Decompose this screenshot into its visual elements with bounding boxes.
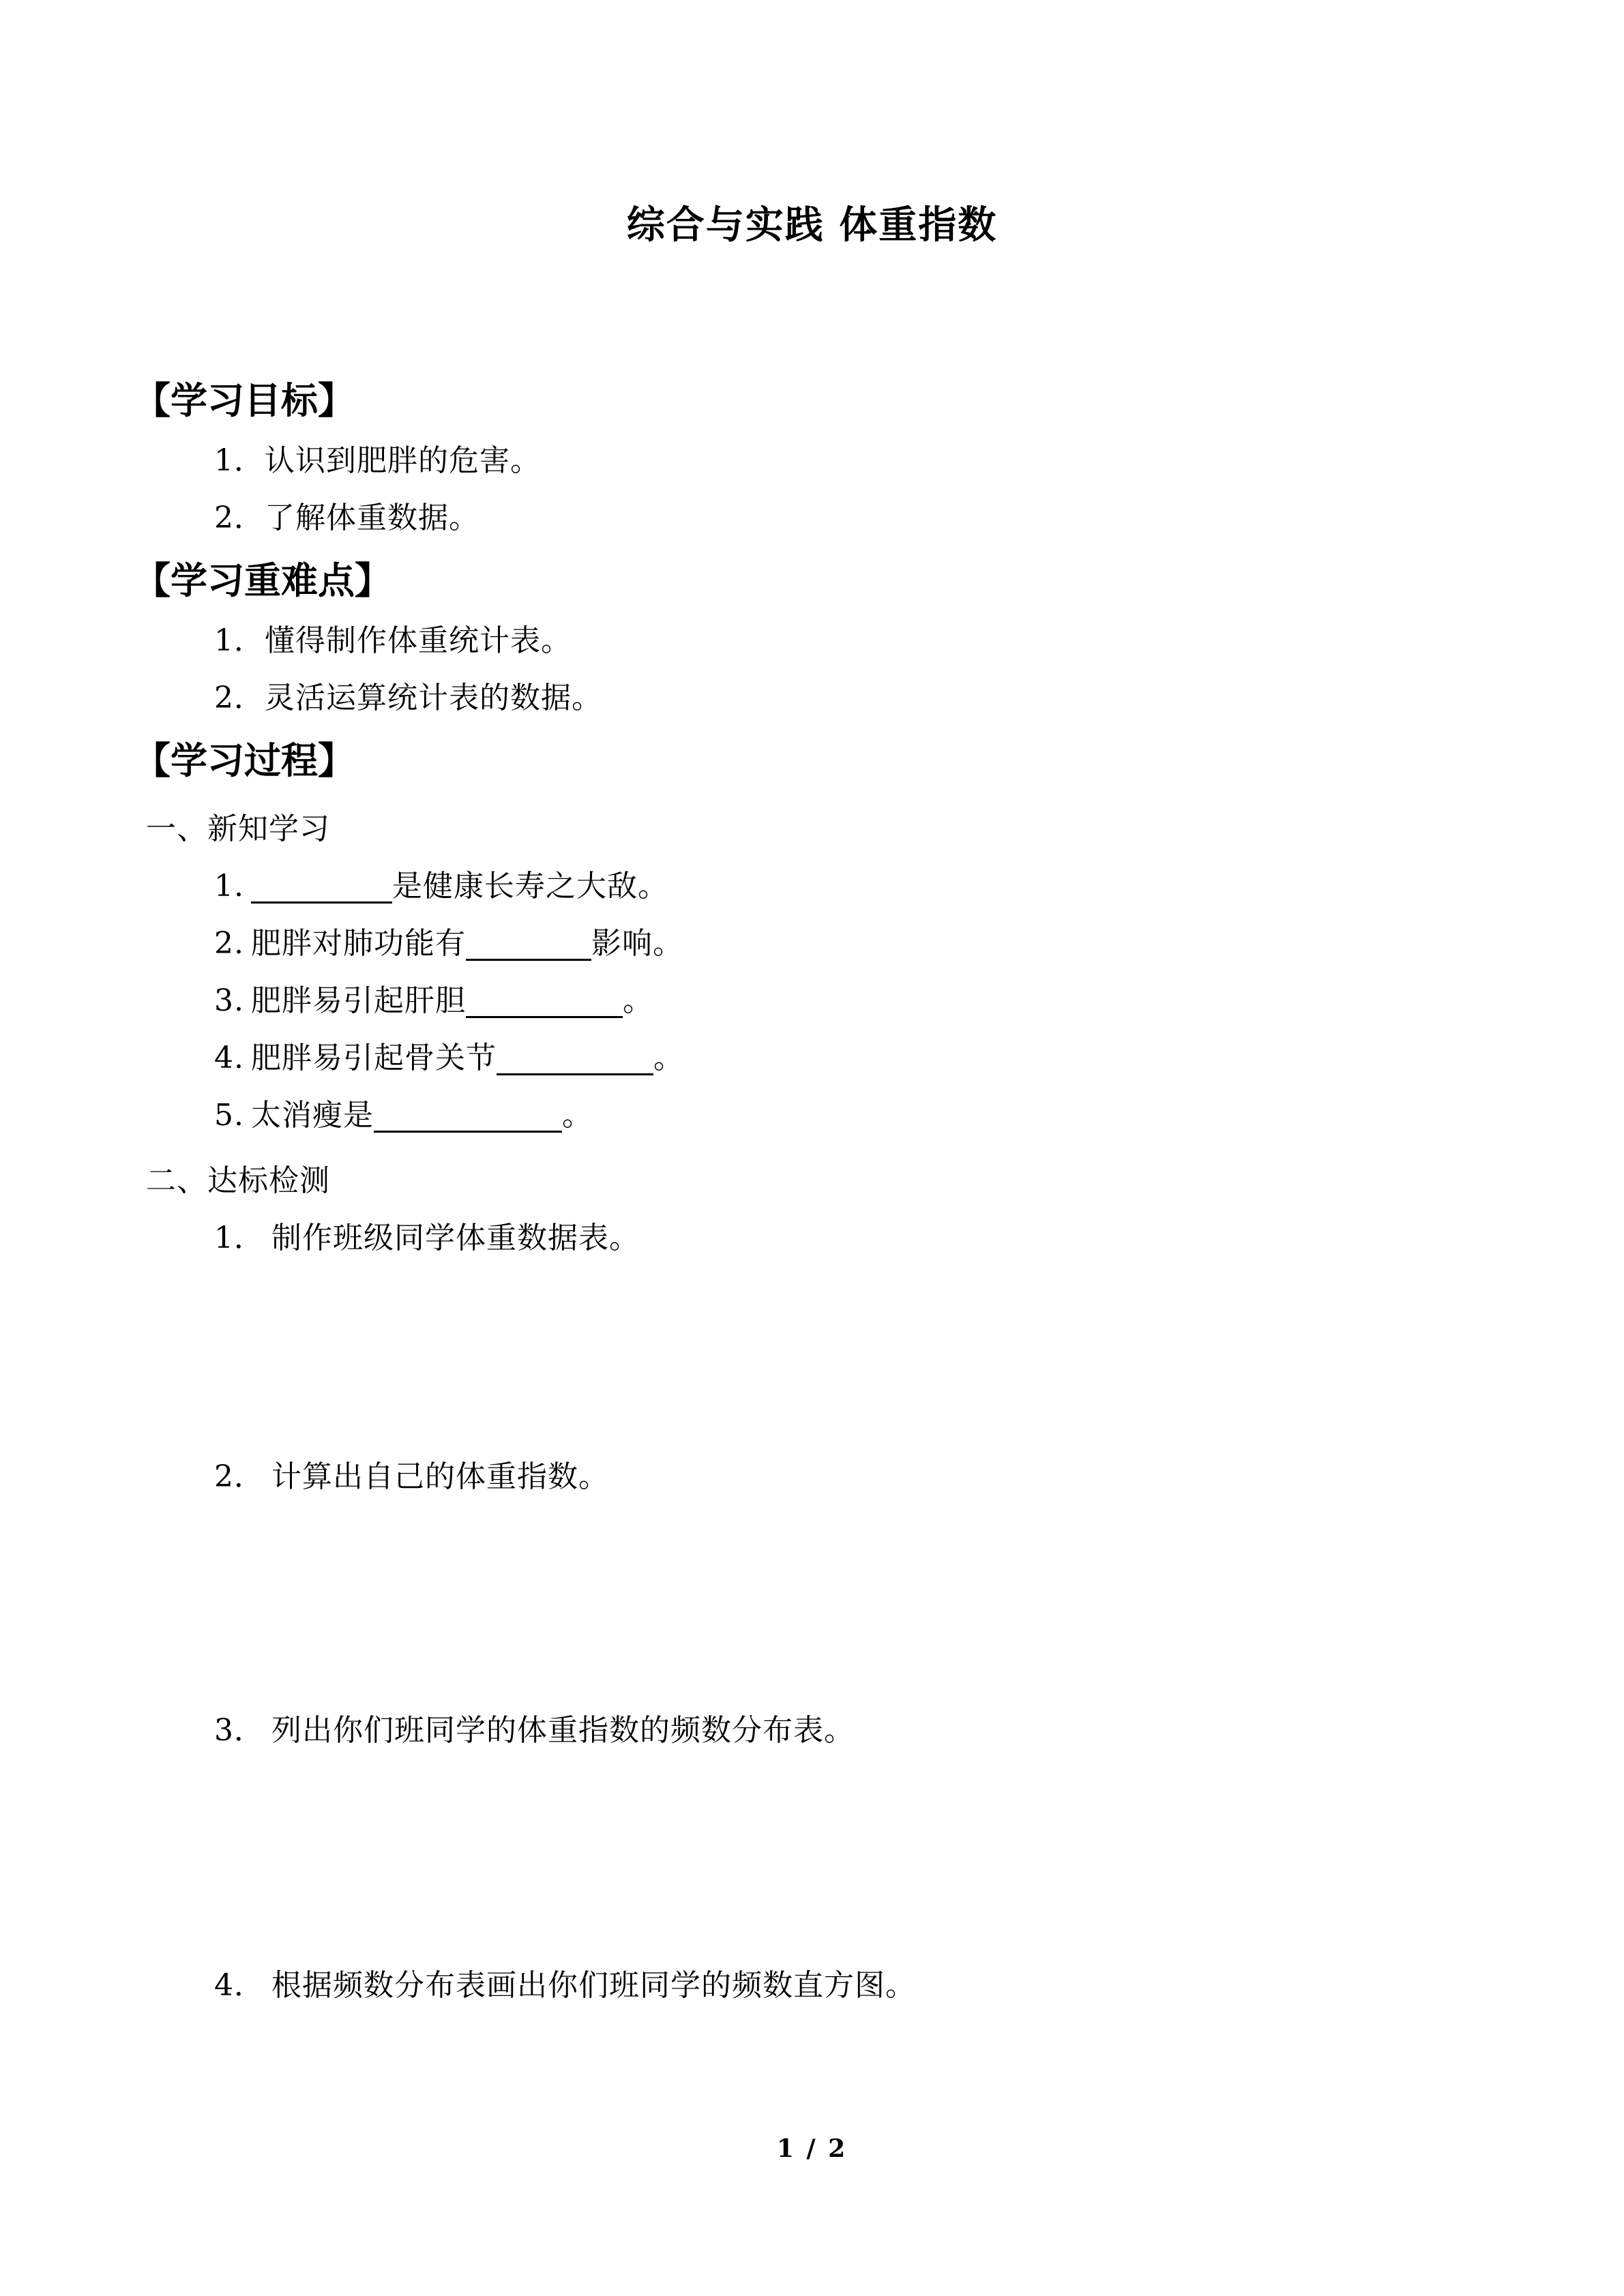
- key-difficulties-list: [134, 623, 1491, 715]
- subsection-heading-new-knowledge: 一、新知学习: [146, 811, 330, 846]
- item-text-post: 影响。: [591, 926, 683, 961]
- list-item: 2．了解体重数据。: [214, 501, 479, 535]
- list-item: 1．懂得制作体重统计表。: [214, 623, 572, 658]
- fill-blank-item: [214, 1043, 1491, 1073]
- subsection-heading-assessment: 二、达标检测: [146, 1163, 330, 1198]
- answer-blank[interactable]: _________: [250, 869, 392, 904]
- task-item: [214, 1713, 1491, 1748]
- item-index: 2.: [214, 926, 244, 961]
- item-text-pre: 列出你们班同学的体重指数的频数分布表。: [271, 1713, 855, 1748]
- answer-blank[interactable]: __________: [465, 983, 623, 1018]
- task-item: [214, 1223, 1491, 1253]
- item-text-post: 。: [561, 1098, 593, 1133]
- item-text-pre: 肥胖易引起肝胆: [250, 983, 466, 1018]
- item-index: 1．: [214, 1221, 265, 1255]
- answer-space[interactable]: [134, 1253, 1491, 1435]
- item-index: 4．: [214, 1968, 265, 2003]
- new-knowledge-list: [134, 871, 1491, 1131]
- answer-blank[interactable]: ________: [465, 926, 591, 961]
- item-text-pre: 太消瘦是: [250, 1098, 374, 1133]
- item-text-post: 。: [653, 1041, 684, 1075]
- assessment-list: [134, 1223, 1491, 2001]
- list-item: 1．认识到肥胖的危害。: [214, 443, 541, 478]
- item-text-pre: 肥胖对肺功能有: [250, 926, 466, 961]
- section-heading-key-difficulties: 【学习重难点】: [134, 558, 392, 602]
- item-text-post: 。: [622, 983, 653, 1018]
- fill-blank-item: [214, 926, 1491, 961]
- fill-blank-item: [214, 1098, 1491, 1133]
- answer-blank[interactable]: __________: [496, 1041, 653, 1075]
- item-index: 3.: [214, 983, 244, 1018]
- answer-blank[interactable]: ____________: [373, 1098, 562, 1133]
- page-title: 综合与实践 体重指数: [626, 203, 998, 248]
- item-text-pre: 计算出自己的体重指数。: [271, 1459, 609, 1494]
- section-heading-process: 【学习过程】: [134, 739, 355, 782]
- item-text-pre: 根据频数分布表画出你们班同学的频数直方图。: [271, 1968, 916, 2003]
- answer-space[interactable]: [134, 1746, 1491, 1943]
- item-text-pre: 肥胖易引起骨关节: [250, 1041, 497, 1075]
- list-item: 2．灵活运算统计表的数据。: [214, 681, 602, 715]
- item-text-pre: 制作班级同学体重数据表。: [271, 1221, 640, 1255]
- task-item: [214, 1459, 1491, 1494]
- page-footer: 1 / 2: [776, 2134, 848, 2163]
- item-index: 1.: [214, 869, 244, 904]
- task-item: [214, 1968, 1491, 2003]
- item-index: 5.: [214, 1098, 244, 1133]
- item-index: 3．: [214, 1713, 265, 1748]
- item-index: 2．: [214, 1459, 265, 1494]
- fill-blank-item: [214, 983, 1491, 1018]
- answer-space[interactable]: [134, 1492, 1491, 1688]
- item-text-post: 是健康长寿之大敌。: [392, 869, 668, 904]
- fill-blank-item: [214, 869, 1491, 904]
- objectives-list: [134, 443, 1491, 535]
- item-index: 4.: [214, 1041, 244, 1075]
- document-body: [134, 378, 1491, 2003]
- section-heading-objectives: 【学习目标】: [134, 378, 355, 422]
